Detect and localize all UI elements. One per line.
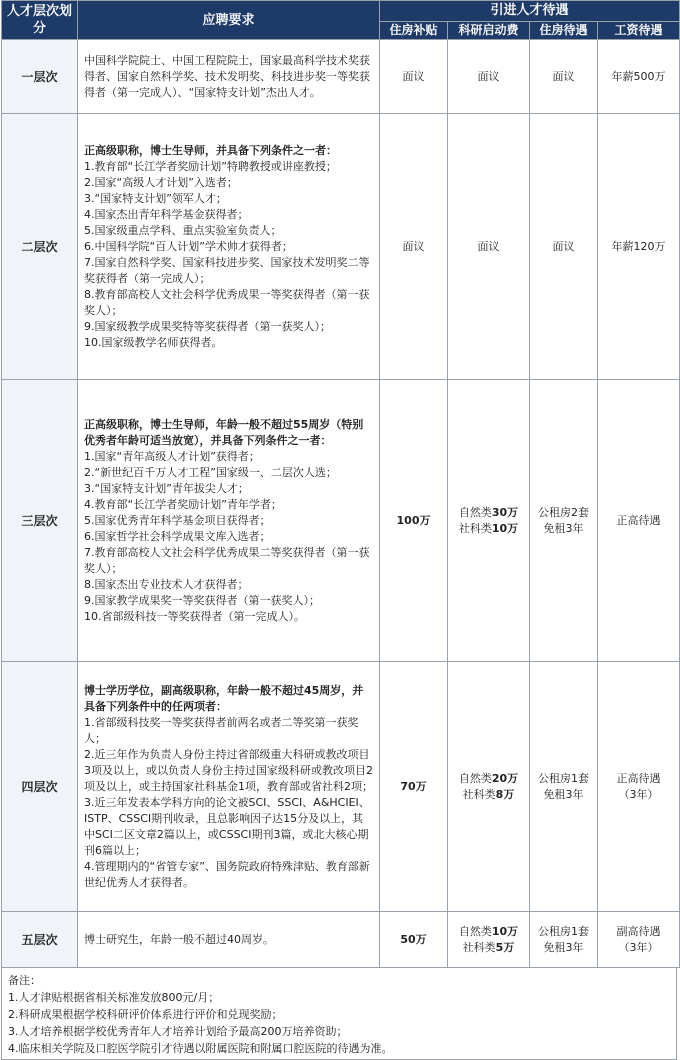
requirement-lead: 正高级职称，博士生导师，年龄一般不超过55周岁（特别优秀者年龄可适当放宽），并具备下列条件之一者： xyxy=(84,417,364,447)
research-funding-cell xyxy=(448,662,530,912)
funding-natural-value: 20万 xyxy=(491,771,519,785)
requirement-item: 9.国家级教学成果奖特等奖获得者（第一获奖人）； xyxy=(84,319,331,333)
funding-natural-label: 自然类 xyxy=(458,771,492,785)
table-row-tier-4 xyxy=(2,662,680,912)
note-line: 1.人才津贴根据省相关标准发放800元/月； xyxy=(8,991,220,1004)
funding-social-value: 10万 xyxy=(491,521,519,535)
requirement-item: 3.“国家特支计划”青年拔尖人才； xyxy=(84,481,249,495)
requirement-item: 7.教育部高校人文社会科学优秀成果二等奖获得者（第一获奖人）； xyxy=(84,545,370,575)
salary-value xyxy=(598,380,680,662)
requirement-item: 8.教育部高校人文社会科学优秀成果一等奖获得者（第一获奖人）； xyxy=(84,287,370,317)
salary-value: 年薪120万 xyxy=(598,114,680,380)
requirement-item: 4.教育部“长江学者奖励计划”青年学者； xyxy=(84,497,282,511)
requirement-lead: 博士学历学位，副高级职称，年龄一般不超过45周岁，并具备下列条件中的任两项者： xyxy=(84,683,364,713)
funding-natural-label: 自然类 xyxy=(458,505,492,519)
tier-label: 五层次 xyxy=(2,912,78,968)
header-tier: 人才层次划分 xyxy=(2,1,78,40)
header-requirements: 应聘要求 xyxy=(78,1,380,40)
housing-subsidy-value: 50万 xyxy=(380,912,448,968)
note-line: 2.科研成果根据学校科研评价体系进行评价和兑现奖励； xyxy=(8,1008,283,1021)
requirement-item: 6.中国科学院“百人计划”学术帅才获得者； xyxy=(84,239,293,253)
housing-subsidy-value: 面议 xyxy=(380,114,448,380)
funding-social-label: 社科类 xyxy=(462,940,496,954)
tier-label: 二层次 xyxy=(2,114,78,380)
notes-section xyxy=(1,968,677,1060)
table-row-tier-3 xyxy=(2,380,680,662)
salary-note: （3年） xyxy=(618,940,659,954)
requirement-item: 中国科学院院士、中国工程院院士，国家最高科学技术奖获得者、国家自然科学奖、技术发明奖、科技进步奖一等奖获得者（第一完成人）、“国家特支计划”杰出人才。 xyxy=(84,53,370,99)
header-research-funding: 科研启动费 xyxy=(448,21,530,39)
requirements-cell xyxy=(78,114,380,380)
salary-text: 正高待遇 xyxy=(616,513,661,527)
funding-social-label: 社科类 xyxy=(462,787,496,801)
research-funding-value: 面议 xyxy=(448,114,530,380)
housing-subsidy-value: 70万 xyxy=(380,662,448,912)
header-benefits-group: 引进人才待遇 xyxy=(380,1,680,22)
research-funding-cell xyxy=(448,380,530,662)
requirement-item: 6.国家哲学社会科学成果文库入选者； xyxy=(84,529,271,543)
requirement-item: 1.省部级科技奖一等奖获得者前两名或者二等奖第一获奖人； xyxy=(84,715,359,745)
notes-title: 备注： xyxy=(8,974,41,987)
housing-value: 公租房1套免租3年 xyxy=(530,662,598,912)
funding-natural-value: 30万 xyxy=(491,505,519,519)
tier-label: 一层次 xyxy=(2,40,78,114)
tier-label: 四层次 xyxy=(2,662,78,912)
requirement-item: 博士研究生，年龄一般不超过40周岁。 xyxy=(84,932,274,946)
salary-note: （3年） xyxy=(618,787,659,801)
requirements-cell xyxy=(78,40,380,114)
requirements-cell xyxy=(78,662,380,912)
tier-label: 三层次 xyxy=(2,380,78,662)
requirements-cell xyxy=(78,380,380,662)
requirement-item: 4.管理期内的“省管专家”、国务院政府特殊津贴、教育部新世纪优秀人才获得者。 xyxy=(84,859,370,889)
header-salary: 工资待遇 xyxy=(598,21,680,39)
housing-subsidy-value: 面议 xyxy=(380,40,448,114)
funding-social-value: 8万 xyxy=(495,787,515,801)
salary-text: 副高待遇 xyxy=(616,924,661,938)
research-funding-cell xyxy=(448,912,530,968)
funding-social-label: 社科类 xyxy=(458,521,492,535)
requirement-item: 3.近三年发表本学科方向的论文被SCI、SSCI、A&HCIEI、ISTP、CSSCI期刊收录，且总影响因子达15分及以上，其中SCI二区文章2篇以上，或CSSCI期刊3篇，或北大核心期刊6篇以上； xyxy=(84,795,370,857)
note-line: 3.人才培养根据学校优秀青年人才培养计划给予最高200万培养资助； xyxy=(8,1025,348,1038)
table-row-tier-1 xyxy=(2,40,680,114)
requirement-lead: 正高级职称，博士生导师，并具备下列条件之一者： xyxy=(84,143,337,157)
research-funding-value: 面议 xyxy=(448,40,530,114)
housing-value: 公租房1套免租3年 xyxy=(530,912,598,968)
housing-value: 面议 xyxy=(530,114,598,380)
requirement-item: 2.“新世纪百千万人才工程”国家级一、二层次人选； xyxy=(84,465,337,479)
header-housing-subsidy: 住房补贴 xyxy=(380,21,448,39)
requirement-item: 10.省部级科技一等奖获得者（第一完成人）。 xyxy=(84,609,305,623)
requirement-item: 4.国家杰出青年科学基金获得者； xyxy=(84,207,249,221)
requirement-item: 2.国家“高级人才计划”入选者； xyxy=(84,175,238,189)
talent-benefits-table xyxy=(1,0,680,968)
requirement-item: 3.“国家特支计划”领军人才； xyxy=(84,191,227,205)
requirement-item: 5.国家级重点学科、重点实验室负责人； xyxy=(84,223,282,237)
housing-value: 面议 xyxy=(530,40,598,114)
salary-value xyxy=(598,662,680,912)
requirement-item: 10.国家级教学名师获得者。 xyxy=(84,335,223,349)
housing-subsidy-value: 100万 xyxy=(380,380,448,662)
salary-text: 正高待遇 xyxy=(616,771,661,785)
funding-natural-label: 自然类 xyxy=(458,924,492,938)
note-line: 4.临床相关学院及口腔医学院引才待遇以附属医院和附属口腔医院的待遇为准。 xyxy=(8,1042,393,1055)
requirement-item: 9.国家教学成果奖一等奖获得者（第一获奖人）； xyxy=(84,593,320,607)
funding-natural-value: 10万 xyxy=(491,924,519,938)
requirement-item: 1.国家“青年高级人才计划”获得者； xyxy=(84,449,260,463)
salary-value: 年薪500万 xyxy=(598,40,680,114)
housing-value: 公租房2套免租3年 xyxy=(530,380,598,662)
requirement-item: 8.国家杰出专业技术人才获得者； xyxy=(84,577,249,591)
table-row-tier-2 xyxy=(2,114,680,380)
funding-social-value: 5万 xyxy=(495,940,515,954)
header-row-main xyxy=(2,1,680,22)
requirement-item: 1.教育部“长江学者奖励计划”特聘教授或讲座教授； xyxy=(84,159,337,173)
header-housing: 住房待遇 xyxy=(530,21,598,39)
table-row-tier-5 xyxy=(2,912,680,968)
requirement-item: 2.近三年作为负责人身份主持过省部级重大科研或教改项目3项及以上，或以负责人身份主持过国家级科研或教改项目2项及以上，或主持国家社科基金1项，教育部或省社科2项； xyxy=(84,747,373,793)
requirements-cell xyxy=(78,912,380,968)
salary-value xyxy=(598,912,680,968)
requirement-item: 5.国家优秀青年科学基金项目获得者； xyxy=(84,513,271,527)
requirement-item: 7.国家自然科学奖、国家科技进步奖、国家技术发明奖二等奖获得者（第一完成人）； xyxy=(84,255,370,285)
